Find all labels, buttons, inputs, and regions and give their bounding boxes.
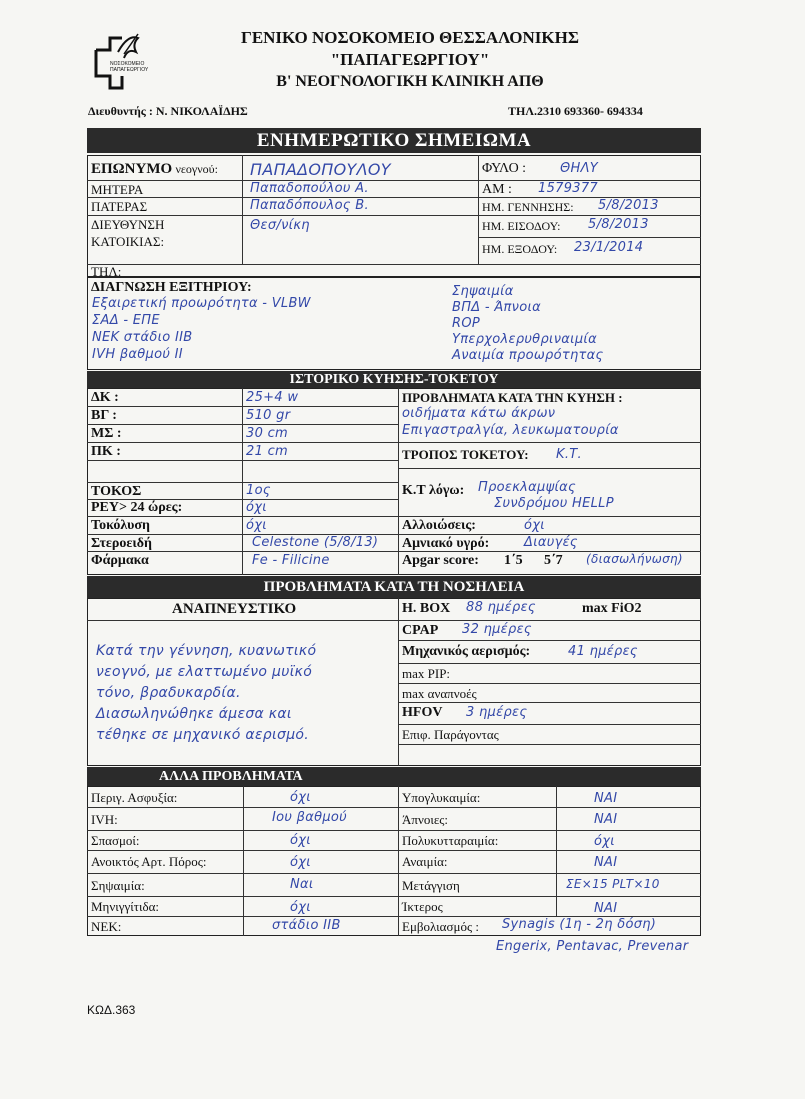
problems-label: ΠΡΟΒΛΗΜΑΤΑ ΚΑΤΑ ΤΗΝ ΚΥΗΣΗ : — [402, 390, 623, 405]
diagnosis-right-4: Υπερχολερυθριναιμία — [452, 332, 597, 347]
admit-value: 5/8/2013 — [588, 217, 649, 232]
cpap-label: CPAP — [402, 623, 439, 638]
tokos-label: ΤΟΚΟΣ — [91, 484, 142, 499]
other-right-value-7: Synagis (1η - 2η δόση) — [502, 917, 657, 932]
father-value: Παπαδόπουλος Β. — [250, 198, 369, 213]
address-label-2: ΚΑΤΟΙΚΙΑΣ: — [91, 234, 165, 249]
other-left-value-4: όχι — [290, 855, 311, 870]
other-left-label-2: IVH: — [91, 812, 118, 827]
fio2-label: max FiO2 — [582, 601, 642, 616]
amniotic-label: Αμνιακό υγρό: — [402, 536, 490, 551]
tokolysi-label: Τοκόλυση — [91, 518, 150, 533]
other-left-value-3: όχι — [290, 833, 311, 848]
kt-value-1: Προεκλαμψίας — [478, 480, 576, 495]
diagnosis-left-1: Εξαιρετική προωρότητα - VLBW — [92, 296, 311, 311]
other-right-value-4: ΝΑΙ — [594, 855, 618, 870]
director: Διευθυντής : Ν. ΝΙΚΟΛΑΪΔΗΣ — [88, 104, 248, 118]
hbox-label: Η. ΒΟΧ — [402, 601, 451, 616]
hbox-value: 88 ημέρες — [466, 600, 536, 615]
tokos-value: 1ος — [246, 483, 271, 498]
other-right-label-4: Αναιμία: — [402, 854, 448, 869]
pip-label: max PIP: — [402, 666, 451, 681]
svg-text:ΠΑΠΑΓΕΩΡΓΙΟΥ: ΠΑΠΑΓΕΩΡΓΙΟΥ — [110, 67, 149, 73]
exit-label: ΗΜ. ΕΞΟΔΟΥ: — [482, 242, 558, 256]
alloiosis-value: όχι — [524, 518, 545, 533]
diagnosis-left-4: ΙVΗ βαθμού ΙΙ — [92, 347, 183, 362]
apgar-5min: 5΄7 — [544, 553, 563, 568]
mv-value: 41 ημέρες — [568, 644, 638, 659]
breaths-label: max αναπνοές — [402, 686, 477, 701]
other-right-label-2: Άπνοιες: — [402, 812, 449, 827]
diagnosis-right-3: ROP — [452, 316, 481, 331]
surname-sub-label: νεογνού: — [175, 162, 218, 176]
alloiosis-label: Αλλοιώσεις: — [402, 518, 476, 533]
other-left-value-6: όχι — [290, 900, 311, 915]
problems-2: Επιγαστραλγία, λευκωματουρία — [402, 423, 619, 438]
hospitalization-band: ΠΡΟΒΛΗΜΑΤΑ ΚΑΤΑ ΤΗ ΝΟΣΗΛΕΙΑ — [87, 576, 701, 598]
dk-label: ΔΚ : — [91, 390, 119, 405]
sex-value: ΘΗΛΥ — [560, 161, 599, 176]
other-right-label-1: Υπογλυκαιμία: — [402, 790, 481, 805]
address-value: Θεσ/νίκη — [250, 218, 310, 233]
resp-text-1: Κατά την γέννηση, κυανωτικό — [96, 643, 317, 659]
other-left-value-5: Ναι — [290, 877, 314, 892]
mother-label: ΜΗΤΕΡΑ — [91, 182, 144, 197]
delivery-label: ΤΡΟΠΟΣ ΤΟΚΕΤΟΥ: — [402, 447, 529, 462]
resp-text-4: Διασωληνώθηκε άμεσα και — [96, 706, 292, 722]
other-left-label-5: Σηψαιμία: — [91, 878, 145, 893]
amniotic-value: Διαυγές — [524, 535, 578, 550]
other-right-label-7: Εμβολιασμός : — [402, 919, 479, 934]
am-value: 1579377 — [538, 181, 598, 196]
other-left-label-7: ΝΕΚ: — [91, 919, 122, 934]
form-title: ΕΝΗΜΕΡΩΤΙΚΟ ΣΗΜΕΙΩΜΑ — [87, 128, 701, 153]
other-right-value-6: ΝΑΙ — [594, 901, 618, 916]
surname-value: ΠΑΠΑΔΟΠΟΥΛΟΥ — [250, 160, 391, 179]
rey-value: όχι — [246, 500, 267, 515]
other-left-label-4: Ανοικτός Αρτ. Πόρος: — [91, 854, 207, 869]
mv-label: Μηχανικός αερισμός: — [402, 644, 531, 659]
resp-label: ΑΝΑΠΝΕΥΣΤΙΚΟ — [172, 601, 297, 617]
bw-label: ΒΓ : — [91, 408, 117, 423]
clinic-name: Β' ΝΕΟΓΝΟΛΟΓΙΚΗ ΚΛΙΝΙΚΗ ΑΠΘ — [276, 73, 544, 90]
other-right-label-6: Ίκτερος — [402, 899, 443, 914]
other-left-value-2: Ιου βαθμού — [272, 810, 348, 825]
resp-text-2: νεογνό, με ελαττωμένο μυϊκό — [96, 664, 313, 680]
steroids-value: Celestone (5/8/13) — [252, 535, 379, 550]
diagnosis-right-5: Αναιμία προωρότητας — [452, 348, 604, 363]
diagnosis-label: ΔΙΑΓΝΩΣΗ ΕΞΙΤΗΡΙΟΥ: — [91, 280, 252, 295]
mother-value: Παπαδοπούλου Α. — [250, 181, 369, 196]
form-code: ΚΩΔ.363 — [87, 1003, 136, 1017]
hospital-logo-icon — [88, 30, 160, 92]
phone: ΤΗΛ.2310 693360- 694334 — [508, 104, 643, 118]
other-right-value-3: όχι — [594, 834, 615, 849]
other-left-label-1: Περιγ. Ασφυξία: — [91, 790, 178, 805]
admit-label: ΗΜ. ΕΙΣΟΔΟΥ: — [482, 219, 561, 233]
other-left-label-3: Σπασμοί: — [91, 833, 140, 848]
hospital-name: ΓΕΝΙΚΟ ΝΟΣΟΚΟΜΕΙΟ ΘΕΣΣΑΛΟΝΙΚΗΣ — [241, 28, 579, 47]
diagnosis-left-3: ΝΕΚ στάδιο ΙΙΒ — [92, 330, 193, 345]
bw-value: 510 gr — [246, 408, 291, 423]
delivery-value: Κ.Τ. — [556, 447, 582, 462]
address-label: ΔΙΕΥΘΥΝΣΗ — [91, 217, 165, 232]
pk-value: 21 cm — [246, 444, 288, 459]
exit-value: 23/1/2014 — [574, 240, 644, 255]
apgar-label: Apgar score: — [402, 553, 479, 568]
cpap-value: 32 ημέρες — [462, 622, 532, 637]
diagnosis-right-2: ΒΠΔ - Άπνοια — [452, 300, 542, 315]
other-left-value-1: όχι — [290, 790, 311, 805]
tokolysi-value: όχι — [246, 518, 267, 533]
hospital-subname: "ΠΑΠΑΓΕΩΡΓΙΟΥ" — [330, 50, 490, 69]
father-label: ΠΑΤΕΡΑΣ — [91, 199, 148, 214]
tel-label: ΤΗΛ: — [91, 264, 122, 279]
other-left-value-7: στάδιο ΙΙΒ — [272, 918, 341, 933]
surname-label: ΕΠΩΝΥΜΟ — [91, 161, 173, 177]
other-right-value-5: ΣΕ×15 PLT×10 — [566, 877, 660, 891]
diagnosis-right-1: Σηψαιμία — [452, 284, 514, 299]
other-right-label-5: Μετάγγιση — [402, 878, 460, 893]
surf-label: Επιφ. Παράγοντας — [402, 727, 499, 742]
resp-text-5: τέθηκε σε μηχανικό αερισμό. — [96, 727, 310, 743]
kt-label: Κ.Τ λόγω: — [402, 483, 465, 498]
diagnosis-left-2: ΣΑΔ - ΕΠΕ — [92, 313, 160, 328]
kt-value-2: Συνδρόμου HELLP — [494, 496, 614, 511]
ms-value: 30 cm — [246, 426, 288, 441]
problems-1: οιδήματα κάτω άκρων — [402, 406, 556, 421]
pk-label: ΠΚ : — [91, 444, 121, 459]
other-right-value-2: ΝΑΙ — [594, 812, 618, 827]
other-right-label-3: Πολυκυτταραιμία: — [402, 833, 499, 848]
apgar-note: (διασωλήνωση) — [586, 552, 683, 566]
svg-text:ΝΟΣΟΚΟΜΕΙΟ: ΝΟΣΟΚΟΜΕΙΟ — [110, 61, 145, 67]
other-left-label-6: Μηνιγγίτιδα: — [91, 899, 159, 914]
ms-label: ΜΣ : — [91, 426, 122, 441]
rey-label: ΡΕΥ> 24 ώρες: — [91, 500, 183, 515]
birth-value: 5/8/2013 — [598, 198, 659, 213]
hfov-label: HFOV — [402, 705, 443, 720]
other-band: ΑΛΛΑ ΠΡΟΒΛΗΜΑΤΑ — [87, 767, 701, 786]
other-right-value-1: ΝΑΙ — [594, 791, 618, 806]
apgar-1min: 1΄5 — [504, 553, 523, 568]
drugs-label: Φάρμακα — [91, 553, 149, 568]
dk-value: 25+4 w — [246, 390, 299, 405]
sex-label: ΦΥΛΟ : — [482, 161, 527, 176]
hfov-value: 3 ημέρες — [466, 705, 528, 720]
resp-text-3: τόνο, βραδυκαρδία. — [96, 685, 241, 701]
vaccines-extra: Engerix, Pentavac, Prevenar — [496, 939, 689, 954]
birth-label: ΗΜ. ΓΕΝΝΗΣΗΣ: — [482, 200, 574, 214]
am-label: ΑΜ : — [482, 182, 512, 197]
drugs-value: Fe - Filicine — [252, 553, 330, 568]
pregnancy-band: ΙΣΤΟΡΙΚΟ ΚΥΗΣΗΣ-ΤΟΚΕΤΟΥ — [87, 371, 701, 388]
steroids-label: Στεροειδή — [91, 536, 152, 551]
